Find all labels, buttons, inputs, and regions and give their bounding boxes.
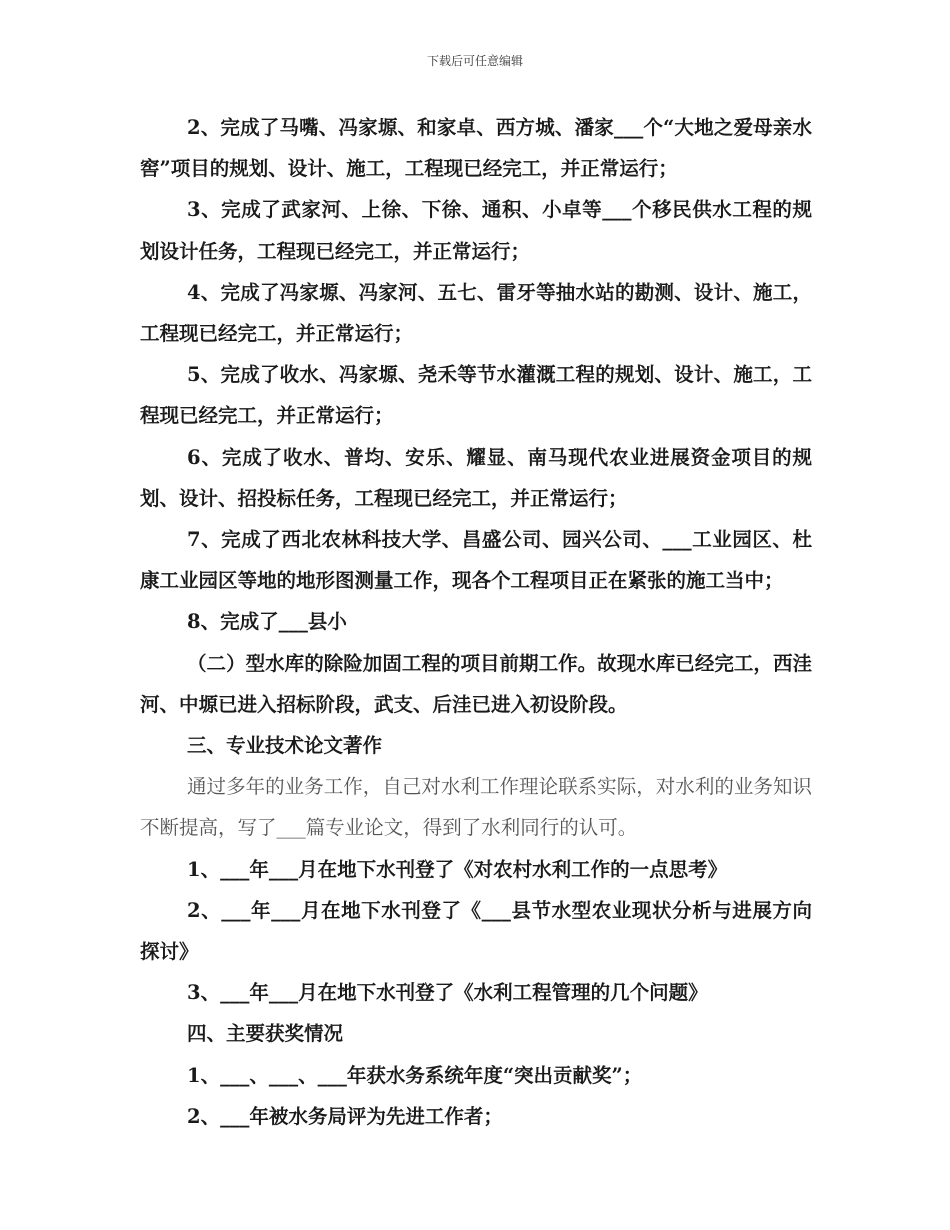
- list-item: 1、___年___月在地下水刊登了《对农村水利工作的一点思考》: [187, 857, 728, 881]
- section-heading: 四、主要获奖情况: [187, 1022, 344, 1046]
- paragraph: 3、完成了武家河、上徐、下徐、通积、小卓等___个移民供水工程的规划设计任务，工程现已经完工，并正常运行；: [140, 198, 812, 263]
- document-body: [140, 107, 812, 1137]
- section-heading: 三、专业技术论文著作: [187, 734, 383, 758]
- paragraph: 8、完成了___县小: [187, 610, 347, 634]
- paragraph: （二）型水库的除险加固工程的项目前期工作。故现水库已经完工，西洼河、中塬已进入招标阶段，武支、后洼已进入初设阶段。: [140, 651, 812, 716]
- paragraph: 5、完成了收水、冯家塬、尧禾等节水灌溉工程的规划、设计、施工，工程现已经完工，并正常运行；: [140, 363, 812, 428]
- list-item: 2、___年___月在地下水刊登了《___县节水型农业现状分析与进展方向探讨》: [140, 898, 812, 964]
- list-item: 1、___、___、___年获水务系统年度“突出贡献奖”；: [187, 1063, 643, 1087]
- paragraph: 7、完成了西北农林科技大学、昌盛公司、园兴公司、___工业园区、杜康工业园区等地的地形图测量工作，现各个工程项目正在紧张的施工当中；: [140, 528, 812, 593]
- list-item: 2、___年被水务局评为先进工作者；: [187, 1104, 503, 1128]
- paragraph: 通过多年的业务工作，自己对水利工作理论联系实际，对水利的业务知识不断提高，写了___篇专业论文，得到了水利同行的认可。: [140, 775, 812, 840]
- paragraph: 6、完成了收水、普均、安乐、耀显、南马现代农业进展资金项目的规划、设计、招投标任务，工程现已经完工，并正常运行；: [140, 445, 812, 510]
- page-header: 下载后可任意编辑: [426, 54, 523, 68]
- paragraph: 2、完成了马嘴、冯家塬、和家卓、西方城、潘家___个“大地之爱母亲水窖”项目的规划、设计、施工，工程现已经完工，并正常运行；: [140, 116, 812, 181]
- list-item: 3、___年___月在地下水刊登了《水利工程管理的几个问题》: [187, 981, 708, 1005]
- paragraph: 4、完成了冯家塬、冯家河、五七、雷牙等抽水站的勘测、设计、施工，工程现已经完工，并正常运行；: [140, 280, 812, 346]
